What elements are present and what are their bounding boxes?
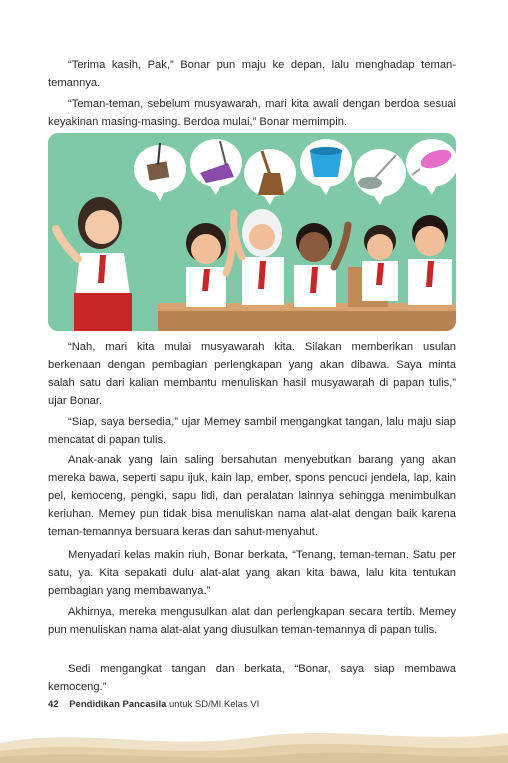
paragraph: Sedi mengangkat tangan dan berkata, “Bonar, saya siap membawa kemoceng.” bbox=[48, 663, 456, 693]
paragraph: “Nah, mari kita mulai musyawarah kita. Silakan memberikan usulan berkenaan dengan pembagian perlengkapan yang akan dibawa. Saya minta salah satu dari kalian membantu menuliskan hasil musyawarah di papan tulis,” ujar Bonar. bbox=[48, 341, 456, 407]
paragraph: Akhirnya, mereka mengusulkan alat dan perlengkapan secara tertib. Memey pun menuliskan nama alat-alat yang diusulkan teman-temannya di papan tulis. bbox=[48, 606, 456, 636]
paragraph: “Terima kasih, Pak,” Bonar pun maju ke depan, lalu menghadap teman-temannya. bbox=[48, 59, 456, 89]
paragraph: “Siap, saya bersedia,” ujar Memey sambil mengangkat tangan, lalu maju siap mencatat di papan tulis. bbox=[48, 416, 456, 446]
paragraph: Anak-anak yang lain saling bersahutan menyebutkan barang yang akan mereka bawa, seperti sapu ijuk, kain lap, ember, spons pencuci jendela, lap, kain pel, kemoceng, pengki, sapu lidi, dan peralatan lainnya sehingga menimbulkan keriuhan. Memey pun tidak bisa menuliskan nama alat-alat dengan baik karena teman-temannya bersuara keras dan sahut-menyahut. bbox=[48, 454, 456, 538]
page-number: 42 bbox=[48, 699, 59, 710]
seated-student bbox=[362, 225, 398, 301]
paragraph: “Teman-teman, sebelum musyawarah, mari kita awali dengan berdoa sesuai keyakinan masing-masing. Berdoa mulai,” Bonar memimpin. bbox=[48, 98, 456, 128]
paragraph: Menyadari kelas makin riuh, Bonar berkata, “Tenang, teman-teman. Satu per satu, ya. Kita sepakati dulu alat-alat yang akan kita bawa, lalu kita tentukan pembagian yang membawanya.” bbox=[48, 549, 456, 597]
seated-student bbox=[408, 215, 452, 305]
book-subtitle: untuk SD/MI Kelas VI bbox=[169, 699, 260, 710]
book-title: Pendidikan Pancasila bbox=[69, 699, 167, 710]
classroom-illustration bbox=[48, 133, 456, 331]
decorative-waves bbox=[0, 715, 508, 763]
page-footer bbox=[48, 699, 259, 710]
